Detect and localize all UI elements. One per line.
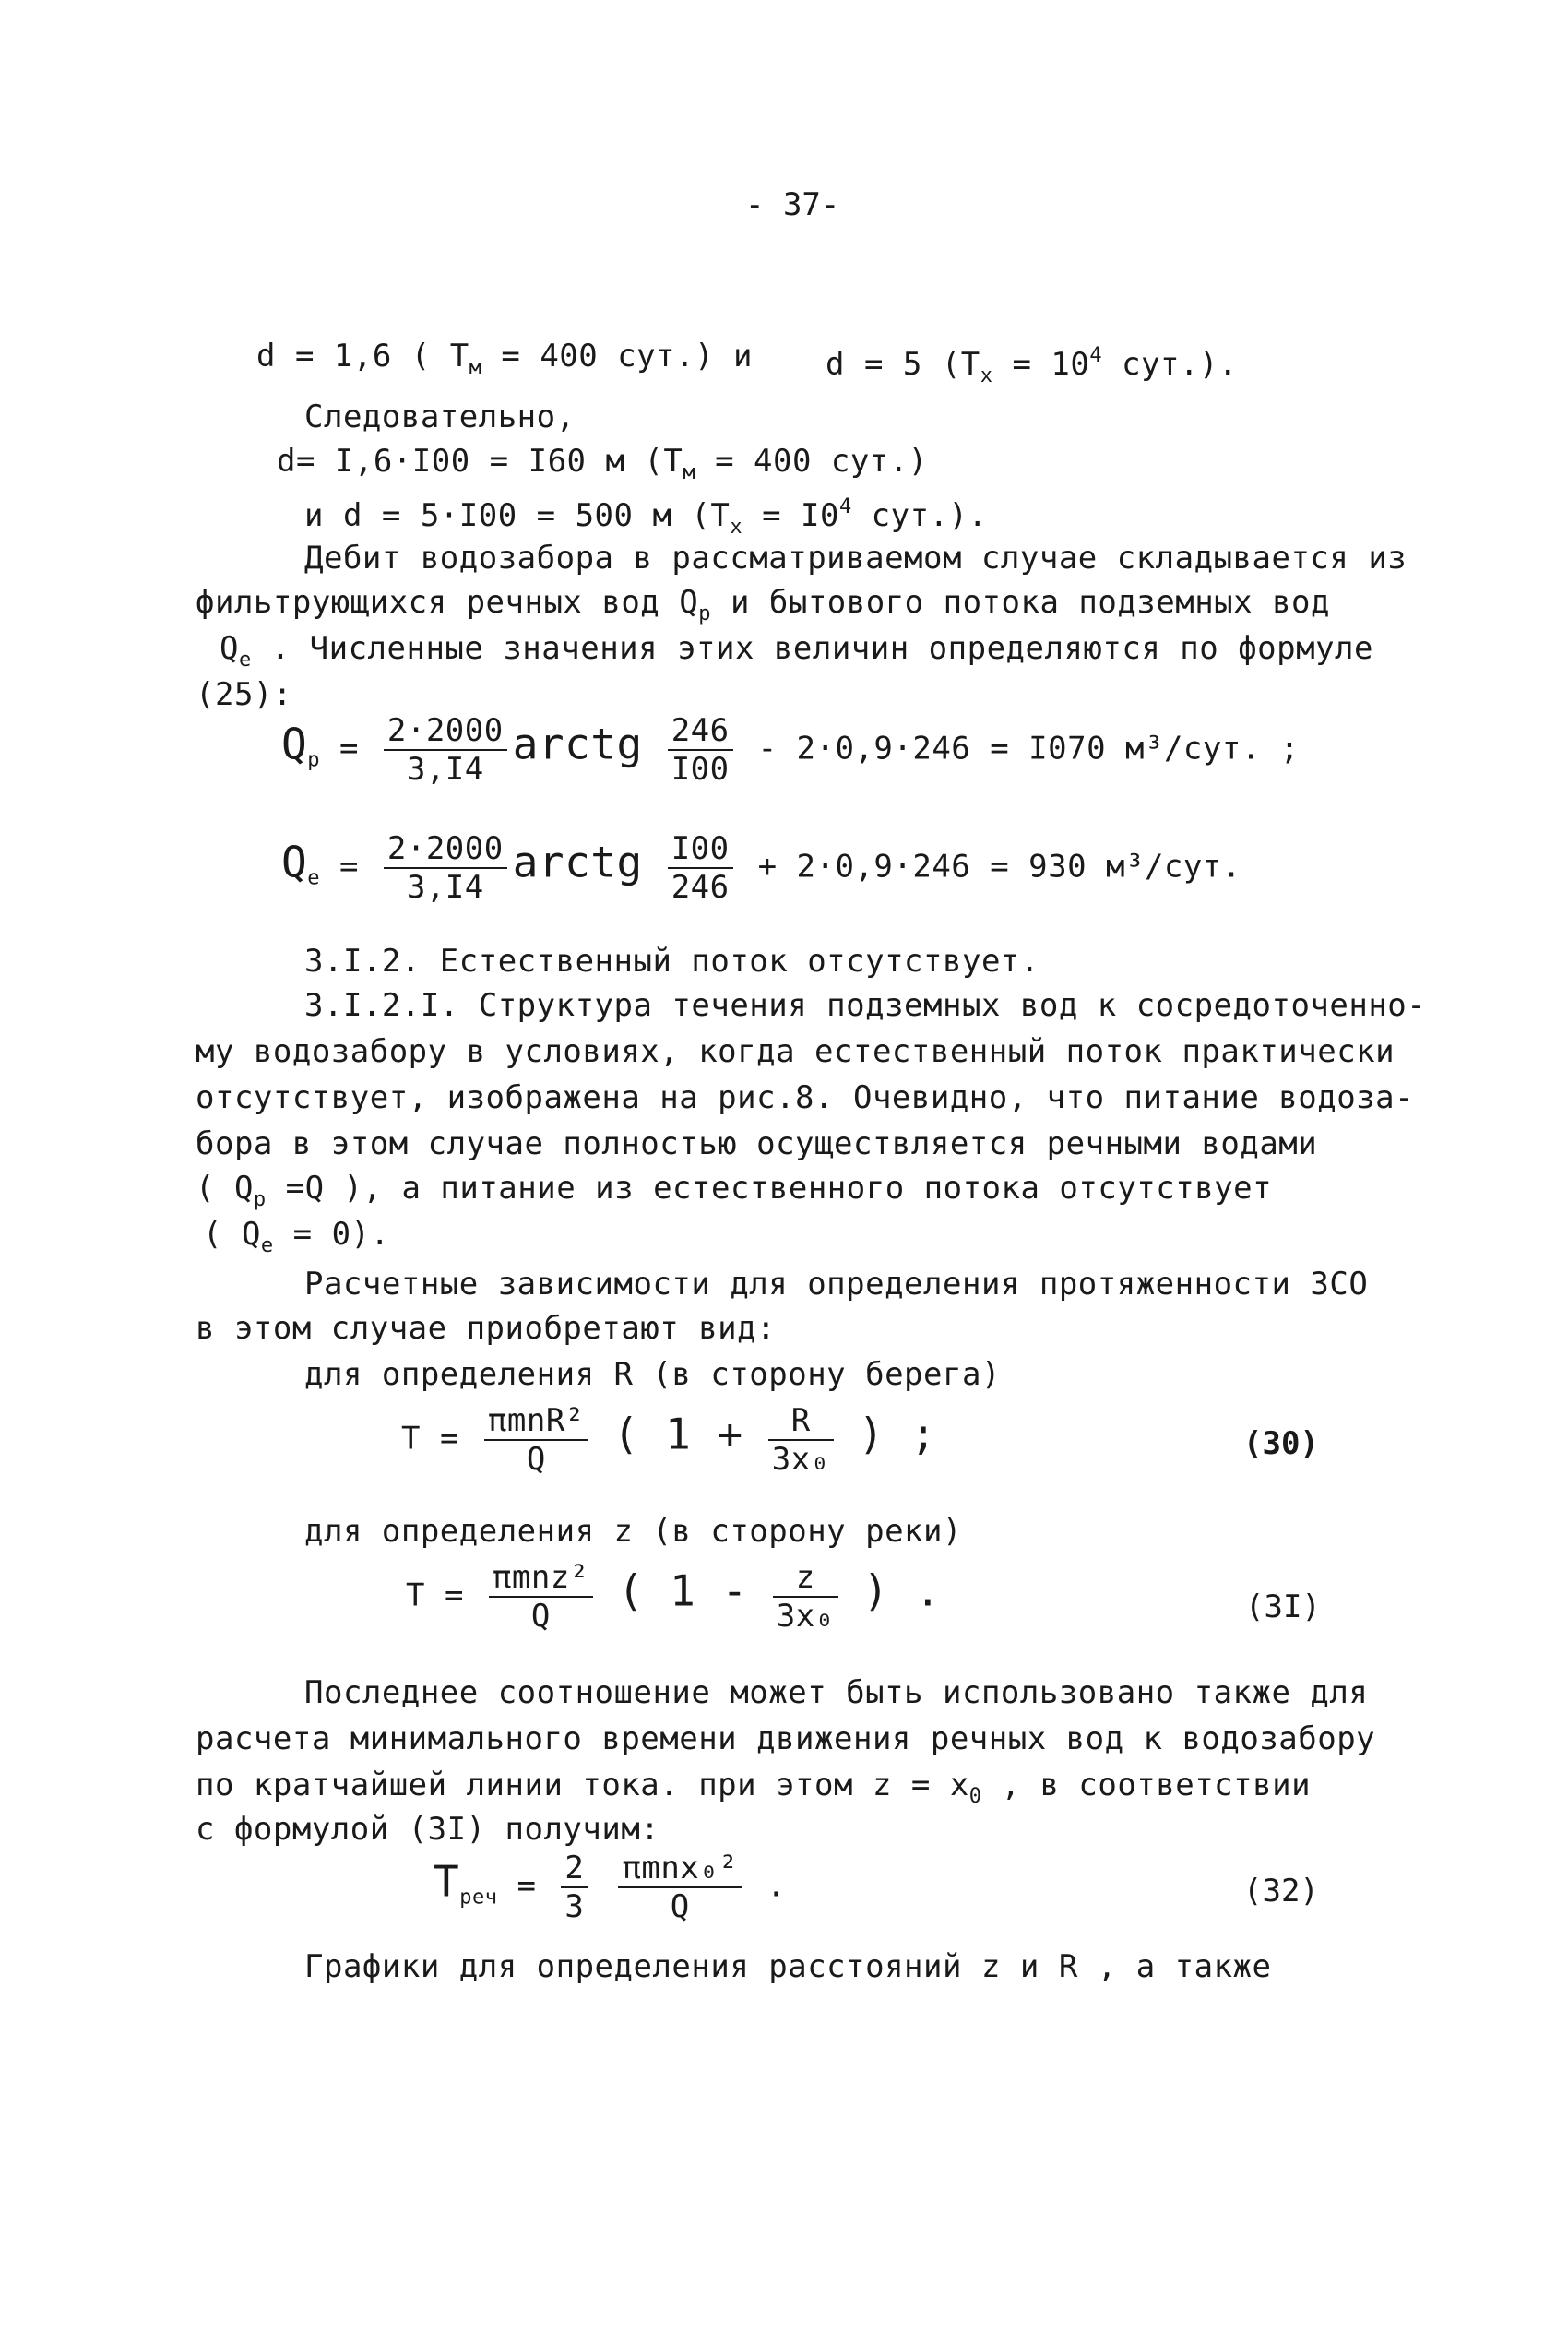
formula-qe: $Q_е$ = $\frac{2\cdot 2000}{3,I4}$ arctg $\frac{I00}{246}$ + 2·0,9·246 = 930 м³/сут. [281, 830, 1241, 906]
section-heading: 3.I.2. Естественный поток отсутствует. [304, 943, 1039, 980]
paragraph-line: 3.I.2.I. Структура течения подземных вод к сосредоточенно- [304, 987, 1427, 1024]
fraction: $\frac{\text{πmnR²}}{Q}$ [484, 1402, 588, 1478]
fraction: $\frac{z}{\text{3x₀}}$ [773, 1559, 838, 1635]
equation-number: (32) [1243, 1873, 1319, 1910]
formula-30: T = $\frac{\text{πmnR²}}{Q}$ ( 1 + $\frac{R}{\text{3x₀}}$ ) ; [401, 1402, 937, 1478]
paragraph-line: (25): [196, 676, 292, 713]
fraction: $\frac{I00}{246}$ [668, 830, 733, 906]
paragraph-line: бора в этом случае полностью осуществляется речными водами [196, 1125, 1318, 1162]
fraction: $\frac{2\cdot 2000}{3,I4}$ [384, 712, 507, 788]
paragraph-line: ( $Q_е = 0$). [203, 1216, 390, 1257]
fraction: $\frac{2\cdot 2000}{3,I4}$ [384, 830, 507, 906]
paragraph-line: ( $Q_р =Q$ ), а питание из естественного потока отсутствует [196, 1170, 1273, 1211]
fraction: $\frac{R}{\text{3x₀}}$ [768, 1402, 834, 1478]
text-line: и d = 5·I00 = 500 м ($T_x = I0^4$ сут.). [304, 495, 988, 539]
paragraph-line: для определения z (в сторону реки) [304, 1513, 962, 1550]
paragraph-line: Графики для определения расстояний z и R , а также [304, 1948, 1272, 1985]
fraction: $\frac{\text{πmnx₀²}}{Q}$ [618, 1850, 742, 1925]
paragraph-line: по кратчайшей линии тока. при этом $z = x_0$ , в соответствии [196, 1767, 1312, 1808]
paragraph-line: Дебит водозабора в рассматриваемом случае складывается из [304, 540, 1408, 577]
paragraph-line: расчета минимального времени движения речных вод к водозабору [196, 1720, 1376, 1757]
formula-31: T = $\frac{\text{πmnz²}}{Q}$ ( 1 - $\frac{z}{\text{3x₀}}$ ) . [406, 1559, 942, 1635]
paragraph-line: Последнее соотношение может быть использовано также для [304, 1674, 1369, 1711]
paragraph-line: в этом случае приобретают вид: [196, 1310, 777, 1347]
paragraph-line: с формулой (3I) получим: [196, 1811, 660, 1848]
fraction: $\frac{\text{πmnz²}}{Q}$ [489, 1559, 593, 1635]
line-d-values-left: d = 1,6 ( $T_м = 400$ сут.) и [256, 338, 753, 379]
paragraph-line: $Q_е$ . Численные значения этих величин определяются по формуле [220, 630, 1373, 672]
paragraph-line: му водозабору в условиях, когда естественный поток практически [196, 1033, 1396, 1070]
line-d-values-right: d = 5 ($T_x = 10^4$ сут.). [826, 344, 1238, 387]
paragraph-line: отсутствует, изображена на рис.8. Очевидно, что питание водоза- [196, 1079, 1415, 1116]
page-number: - 37- [745, 186, 840, 223]
fraction: $\frac{246}{I00}$ [668, 712, 733, 788]
formula-qp: $Q_р$ = $\frac{2\cdot 2000}{3,I4}$ arctg $\frac{246}{I00}$ - 2·0,9·246 = I070 м³/сут. ; [281, 712, 1300, 788]
fraction: $\frac{2}{3}$ [561, 1850, 588, 1925]
paragraph-line: Расчетные зависимости для определения протяженности ЗСО [304, 1266, 1369, 1303]
paragraph-line: фильтрующихся речных вод $Q_р$ и бытового потока подземных вод [196, 584, 1330, 625]
equation-number: (3I) [1245, 1588, 1321, 1625]
text-line: d= I,6·I00 = I60 м ($T_м = 400$ сут.) [277, 443, 928, 484]
equation-number: (30) [1243, 1425, 1319, 1462]
paragraph-line: для определения R (в сторону берега) [304, 1356, 1001, 1393]
text-line: Следовательно, [304, 399, 576, 435]
formula-32: $T_{реч}$ = $\frac{2}{3}$ $\frac{\text{πmnx₀²}}{Q}$ . [434, 1850, 787, 1925]
